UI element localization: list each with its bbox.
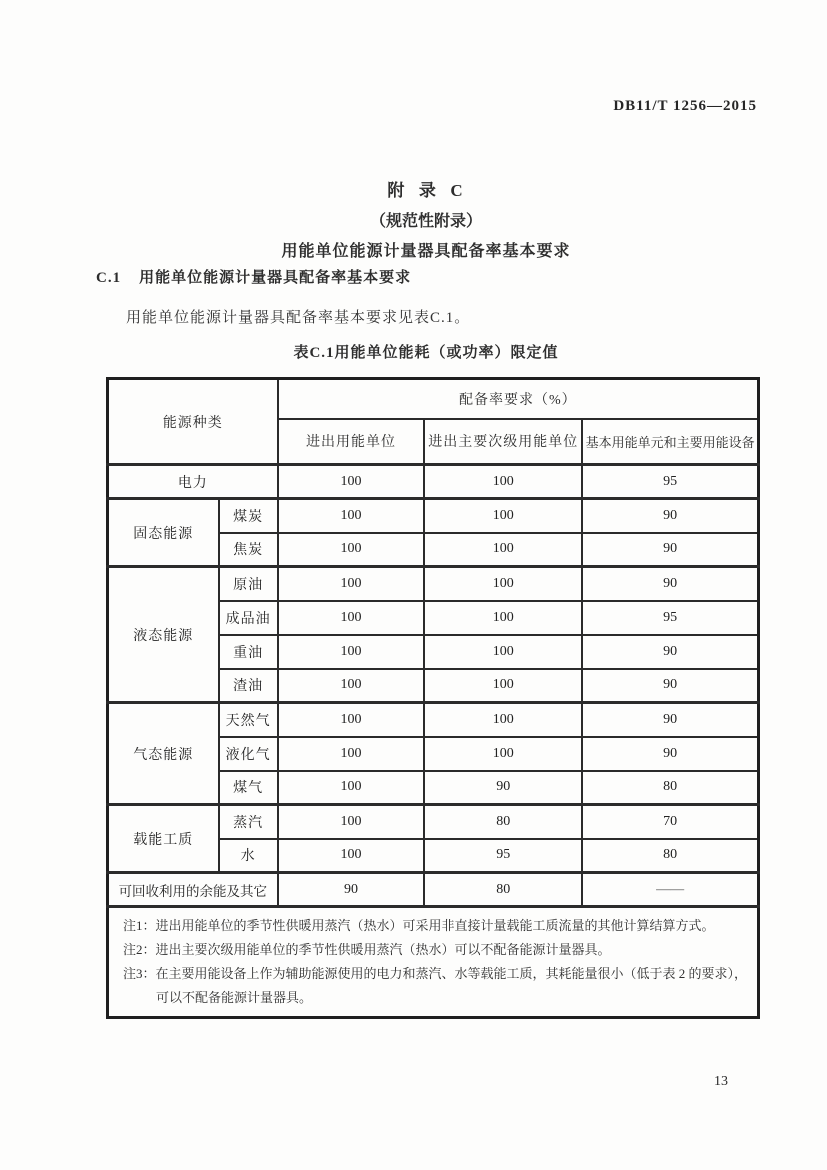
subcategory-cell: 重油 [219, 635, 278, 669]
category-cell: 固态能源 [108, 499, 219, 567]
value-cell: 100 [424, 567, 582, 601]
value-cell: 100 [424, 703, 582, 737]
table-caption: 表C.1用能单位能耗（或功率）限定值 [293, 345, 559, 361]
subcategory-cell: 液化气 [219, 737, 278, 771]
value-cell: 90 [278, 873, 425, 907]
section-title: 用能单位能源计量器具配备率基本要求 [139, 270, 412, 286]
note-line: 注2：进出主要次级用能单位的季节性供暖用蒸汽（热水）可以不配备能源计量器具。 [123, 942, 611, 957]
value-cell: 90 [582, 737, 758, 771]
value-cell: 100 [424, 737, 582, 771]
subcategory-cell: 煤炭 [219, 499, 278, 533]
value-cell: 90 [582, 635, 758, 669]
value-cell: 100 [278, 601, 425, 635]
header-col-entry-exit-unit: 进出用能单位 [278, 419, 425, 465]
table-row [108, 805, 759, 839]
value-cell: 80 [582, 771, 758, 805]
intro-paragraph: 用能单位能源计量器具配备率基本要求见表C.1。 [126, 310, 471, 326]
value-cell: 100 [424, 499, 582, 533]
value-cell: 100 [278, 465, 425, 499]
subcategory-cell: 焦炭 [219, 533, 278, 567]
subcategory-cell: 煤气 [219, 771, 278, 805]
value-cell: 100 [278, 567, 425, 601]
value-cell: 90 [582, 703, 758, 737]
value-cell: 100 [424, 465, 582, 499]
value-cell: 100 [424, 601, 582, 635]
allocation-rate-table [106, 377, 760, 1019]
value-cell: 100 [278, 533, 425, 567]
value-cell: 95 [582, 465, 758, 499]
category-cell: 电力 [108, 465, 278, 499]
standard-code: DB11/T 1256—2015 [613, 98, 757, 114]
value-cell: 100 [278, 805, 425, 839]
value-cell: 100 [278, 771, 425, 805]
appendix-title: 用能单位能源计量器具配备率基本要求 [281, 243, 571, 260]
value-cell: 100 [278, 737, 425, 771]
appendix-title-block [96, 176, 756, 261]
value-cell: —— [582, 873, 758, 907]
table-row [108, 567, 759, 601]
category-cell: 液态能源 [108, 567, 219, 703]
value-cell: 90 [582, 533, 758, 567]
value-cell: 80 [582, 839, 758, 873]
category-cell: 载能工质 [108, 805, 219, 873]
appendix-type: （规范性附录） [369, 213, 482, 230]
note-line: 注3：在主要用能设备上作为辅助能源使用的电力和蒸汽、水等载能工质，其耗能量很小（低于表 2 的要求）， [123, 966, 748, 981]
value-cell: 100 [424, 669, 582, 703]
value-cell: 90 [582, 669, 758, 703]
value-cell: 90 [582, 567, 758, 601]
section-heading [96, 266, 411, 287]
subcategory-cell: 水 [219, 839, 278, 873]
value-cell: 100 [424, 533, 582, 567]
table-notes-row [108, 907, 759, 1018]
value-cell: 90 [424, 771, 582, 805]
value-cell: 95 [582, 601, 758, 635]
section-number: C.1 [96, 270, 122, 286]
value-cell: 100 [424, 635, 582, 669]
value-cell: 100 [278, 703, 425, 737]
subcategory-cell: 天然气 [219, 703, 278, 737]
value-cell: 95 [424, 839, 582, 873]
header-energy-type: 能源种类 [108, 379, 278, 465]
table-row [108, 465, 759, 499]
category-cell: 可回收利用的余能及其它 [108, 873, 278, 907]
subcategory-cell: 原油 [219, 567, 278, 601]
value-cell: 100 [278, 839, 425, 873]
note-line: 可以不配备能源计量器具。 [156, 990, 313, 1005]
value-cell: 80 [424, 873, 582, 907]
value-cell: 100 [278, 499, 425, 533]
table-row [108, 499, 759, 533]
value-cell: 90 [582, 499, 758, 533]
value-cell: 80 [424, 805, 582, 839]
header-rate-requirement: 配备率要求（%） [278, 379, 759, 419]
appendix-label: 附 录 C [387, 181, 465, 200]
subcategory-cell: 成品油 [219, 601, 278, 635]
table-row [108, 703, 759, 737]
value-cell: 100 [278, 669, 425, 703]
subcategory-cell: 蒸汽 [219, 805, 278, 839]
table-row [108, 873, 759, 907]
value-cell: 100 [278, 635, 425, 669]
table-header-row-1 [108, 379, 759, 419]
category-cell: 气态能源 [108, 703, 219, 805]
subcategory-cell: 渣油 [219, 669, 278, 703]
value-cell: 70 [582, 805, 758, 839]
table-notes [108, 907, 759, 1018]
note-line: 注1：进出用能单位的季节性供暖用蒸汽（热水）可采用非直接计量载能工质流量的其他计算结算方式。 [123, 918, 715, 933]
header-col-basic-unit: 基本用能单元和主要用能设备 [582, 419, 758, 465]
header-col-secondary-unit: 进出主要次级用能单位 [424, 419, 582, 465]
page-number: 13 [714, 1074, 728, 1089]
